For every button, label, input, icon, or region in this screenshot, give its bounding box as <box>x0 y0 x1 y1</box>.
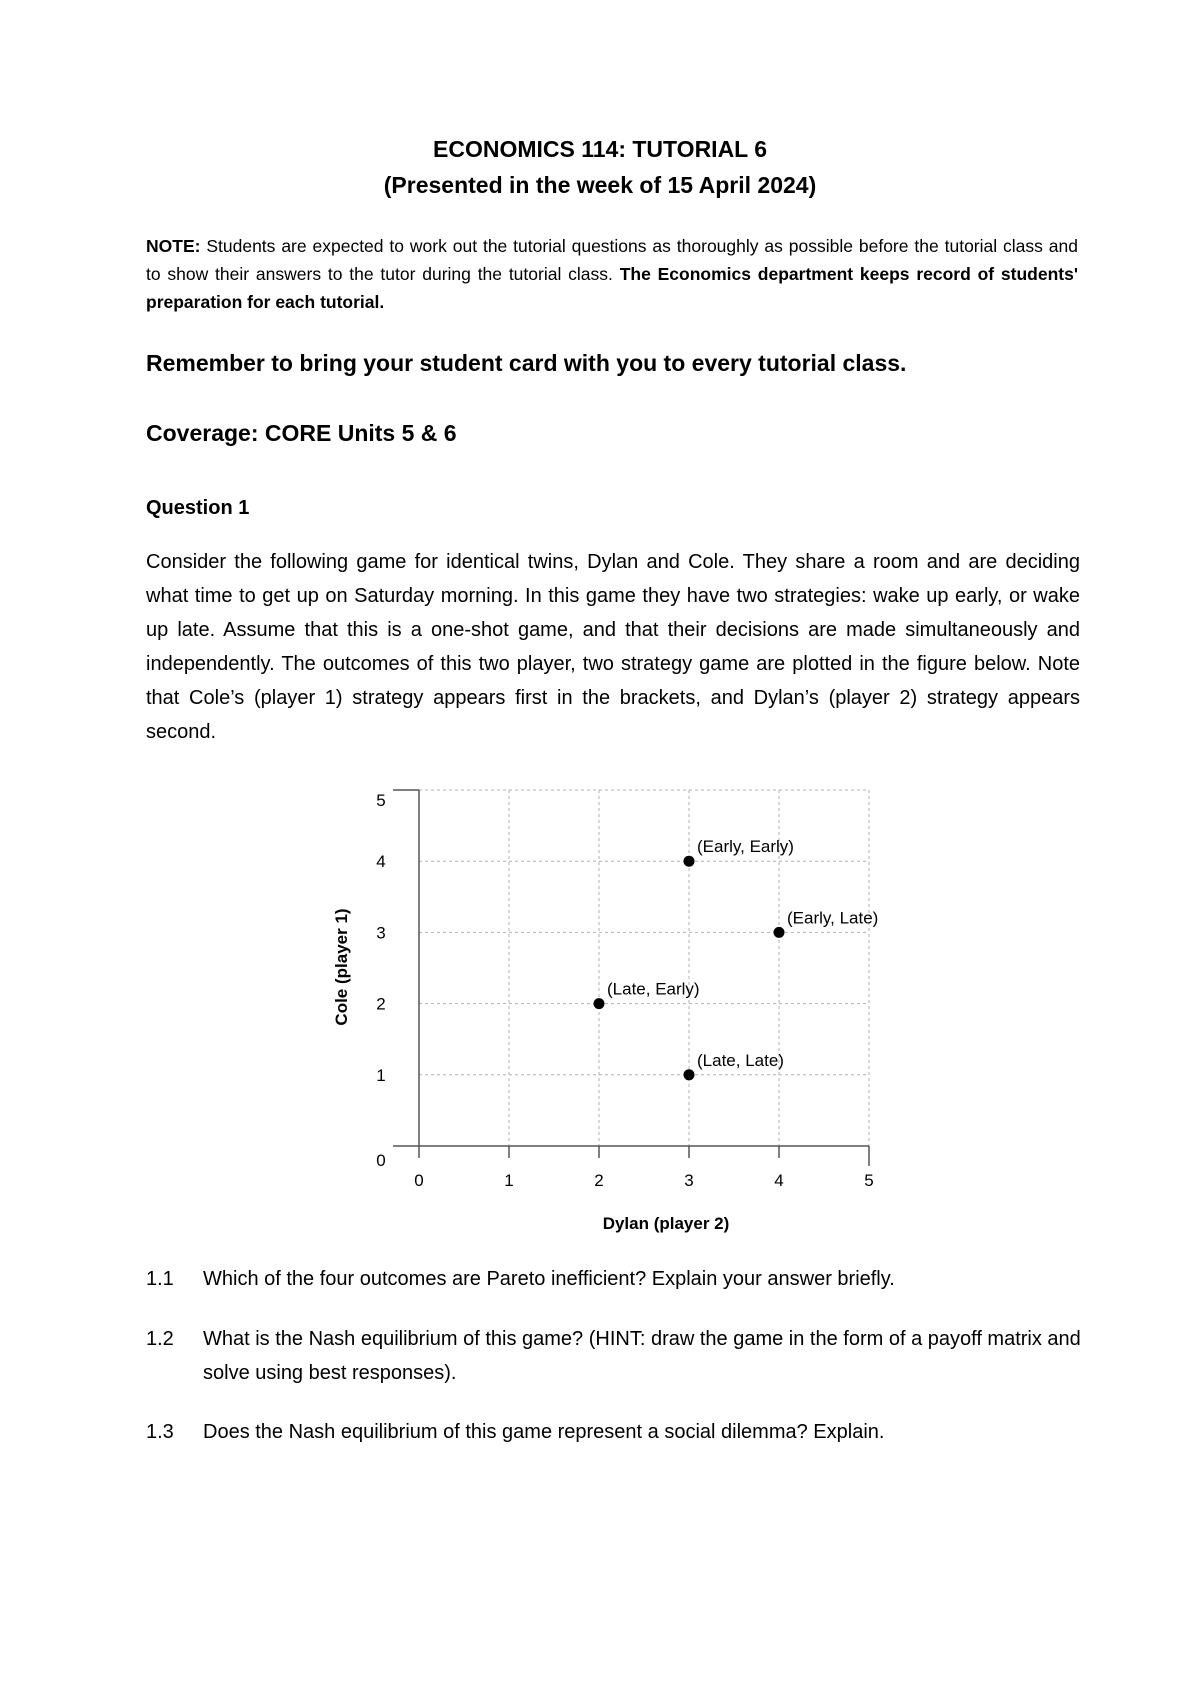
axes <box>393 790 869 1166</box>
x-tick-label: 4 <box>774 1171 784 1190</box>
y-tick-label: 4 <box>376 852 386 872</box>
subquestion-number: 1.2 <box>146 1328 174 1350</box>
data-point-label: (Late, Early) <box>607 979 700 999</box>
data-point <box>684 1069 695 1080</box>
subquestion-text: Does the Nash equilibrium of this game represent a social dilemma? Explain. <box>203 1421 885 1443</box>
grid-lines <box>419 790 869 1146</box>
note-bold-text: The Economics department keeps record of students' preparation for each tutorial. <box>146 264 1078 312</box>
x-tick-label: 1 <box>504 1171 514 1190</box>
subquestion-number: 1.3 <box>146 1421 174 1443</box>
note-label: NOTE: <box>146 236 201 256</box>
x-tick-label: 3 <box>684 1171 694 1190</box>
x-tick-label: 0 <box>414 1171 424 1190</box>
subquestion-1-2 <box>146 1322 1086 1390</box>
data-points <box>594 837 879 1080</box>
subquestion-1-1 <box>146 1262 1086 1296</box>
data-point <box>594 998 605 1009</box>
x-axis-label: Dylan (player 2) <box>602 1214 730 1233</box>
y-tick-label: 5 <box>376 791 386 810</box>
page-subtitle: (Presented in the week of 15 April 2024) <box>383 172 817 198</box>
x-tick-label: 5 <box>864 1171 874 1190</box>
x-tick-label: 2 <box>594 1171 604 1190</box>
data-point-label: (Early, Early) <box>697 837 794 857</box>
coverage-heading: Coverage: CORE Units 5 & 6 <box>146 420 457 446</box>
question-heading: Question 1 <box>146 497 250 519</box>
data-point <box>684 856 695 867</box>
data-point-label: (Late, Late) <box>697 1050 784 1070</box>
y-tick-label: 2 <box>376 994 386 1014</box>
data-point-label: (Early, Late) <box>787 908 879 928</box>
note-text: Students are expected to work out the tutorial questions as thoroughly as possible before the tutorial class and to show their answers to the tutor during the tutorial class. <box>146 236 1078 284</box>
subquestion-text: What is the Nash equilibrium of this game? (HINT: draw the game in the form of a payoff matrix and solve using best responses). <box>203 1328 1081 1384</box>
y-tick-label: 3 <box>376 923 386 943</box>
y-axis-label: Cole (player 1) <box>332 908 351 1026</box>
reminder-heading: Remember to bring your student card with you to every tutorial class. <box>146 350 907 376</box>
y-tick-label: 1 <box>376 1065 386 1085</box>
y-tick-label: 0 <box>376 1151 386 1170</box>
question-intro: Consider the following game for identical twins, Dylan and Cole. They share a room and are deciding what time to get up on Saturday morning. In this game they have two strategies: wake up early, or wake up late. Assume that this is a one-shot game, and that their decisions are made simultaneously and independently. The outcomes of this two player, two strategy game are plotted in the figure below. Note that Cole’s (player 1) strategy appears first in the brackets, and Dylan’s (player 2) strategy appears second. <box>146 551 1080 743</box>
data-point <box>774 927 785 938</box>
subquestion-1-3 <box>146 1415 1086 1449</box>
subquestion-number: 1.1 <box>146 1268 174 1290</box>
page-title: ECONOMICS 114: TUTORIAL 6 <box>433 136 767 162</box>
subquestion-text: Which of the four outcomes are Pareto inefficient? Explain your answer briefly. <box>203 1268 895 1290</box>
